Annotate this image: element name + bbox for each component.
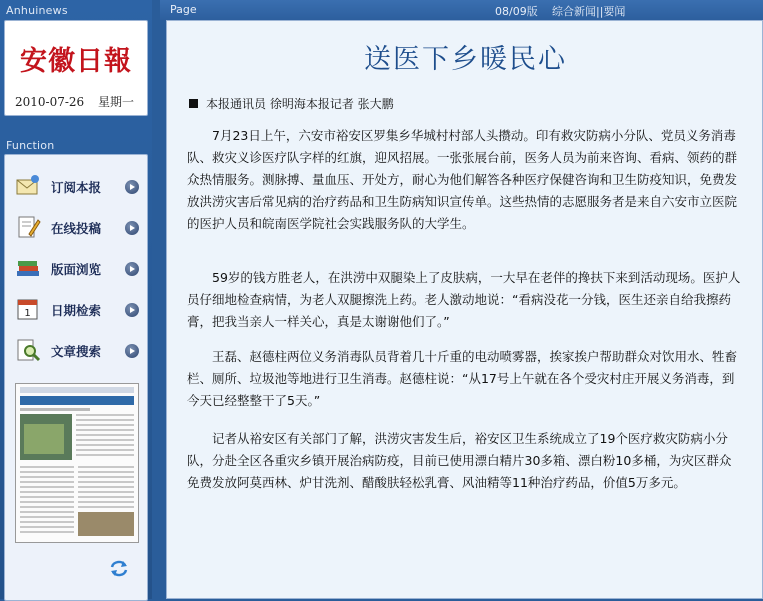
envelope-icon	[15, 173, 41, 199]
arrow-right-icon	[125, 303, 139, 317]
menu-item-submit-online[interactable]	[9, 210, 143, 244]
page-header-bar	[160, 0, 763, 20]
menu-item-subscribe[interactable]	[9, 169, 143, 203]
left-sidebar	[0, 0, 152, 599]
svg-text:1: 1	[24, 308, 31, 319]
calendar-icon	[15, 296, 41, 322]
search-document-icon	[15, 337, 41, 363]
menu-item-label: 文章搜索	[51, 344, 102, 359]
square-bullet-icon	[189, 99, 198, 108]
issue-weekday: 星期一	[98, 95, 135, 109]
newspaper-logo: 安徽日報	[20, 46, 132, 77]
menu-item-label: 订阅本报	[51, 180, 102, 195]
menu-item-date-search[interactable]	[9, 292, 143, 326]
arrow-right-icon	[125, 221, 139, 235]
pencil-paper-icon	[15, 214, 41, 240]
article-paragraph: 59岁的钱方胜老人，在洪涝中双腿染上了皮肤病，一大早在老伴的搀扶下来到活动现场。医护人员仔细地检查病情，为老人双腿擦洗上药。老人激动地说：“看病没花一分钱，医生还亲自给我擦药膏，把我当亲人一样关心，真是太谢谢他们了。”	[187, 270, 741, 329]
byline-text: 本报通讯员 徐明海本报记者 张大鹏	[206, 97, 394, 111]
main-area	[160, 0, 763, 599]
function-panel	[4, 154, 148, 601]
page-thumbnail[interactable]	[15, 383, 139, 543]
menu-item-label: 版面浏览	[51, 262, 102, 277]
arrow-right-icon	[125, 180, 139, 194]
article-paragraph: 7月23日上午，六安市裕安区罗集乡华城村村部人头攒动。印有救灾防病小分队、党员义务消毒队、救灾义诊医疗队字样的红旗，迎风招展。一张张展台前，医务人员为前来咨询、看病、领药的群众热情服务。测脉搏、量血压、开处方，耐心为他们解答各种医疗保健咨询和卫生防疫知识，免费发放洪涝灾害后常见病的治疗药品和卫生防病知识宣传单。这些热情的志愿服务者是来自六安市立医院的医护人员和皖南医学院社会实践服务队的大学生。	[187, 128, 738, 231]
article-paragraph: 王磊、赵德柱两位义务消毒队员背着几十斤重的电动喷雾器，挨家挨户帮助群众对饮用水、牲畜栏、厕所、垃圾池等地进行卫生消毒。赵德柱说：“从17号上午就在各个受灾村庄开展义务消毒，到今天已经整整干了5天。”	[187, 349, 738, 408]
menu-item-label: 日期检索	[51, 303, 102, 318]
article-byline	[189, 95, 394, 112]
brand-caption: Anhuinews	[6, 4, 68, 17]
issue-date-line	[15, 93, 144, 110]
page-number: 08/09版	[495, 5, 538, 18]
menu-item-page-browse[interactable]	[9, 251, 143, 285]
newspaper-page-thumbnail-image	[16, 384, 138, 542]
issue-date: 2010-07-26	[15, 95, 85, 109]
newspaper-logo-panel	[4, 20, 148, 116]
menu-item-article-search[interactable]	[9, 333, 143, 367]
arrow-right-icon	[125, 344, 139, 358]
books-icon	[15, 255, 41, 281]
article-title: 送医下乡暖民心	[364, 44, 567, 75]
function-panel-title: Function	[6, 139, 55, 152]
section-name: 综合新闻||要闻	[552, 5, 626, 18]
menu-item-label: 在线投稿	[51, 221, 102, 236]
arrow-right-icon	[125, 262, 139, 276]
article-panel	[166, 20, 763, 599]
refresh-icon[interactable]	[109, 559, 129, 577]
article-paragraph: 记者从裕安区有关部门了解，洪涝灾害发生后，裕安区卫生系统成立了19个医疗救灾防病小分队，分赴全区各重灾乡镇开展治病防疫，目前已使用漂白精片30多箱、漂白粉10多桶，为灾区群众免费发放阿莫西林、炉甘洗剂、醋酸肤轻松乳膏、风油精等11种治疗药品，价值5万多元。	[187, 431, 732, 490]
page-label: Page	[170, 3, 197, 16]
